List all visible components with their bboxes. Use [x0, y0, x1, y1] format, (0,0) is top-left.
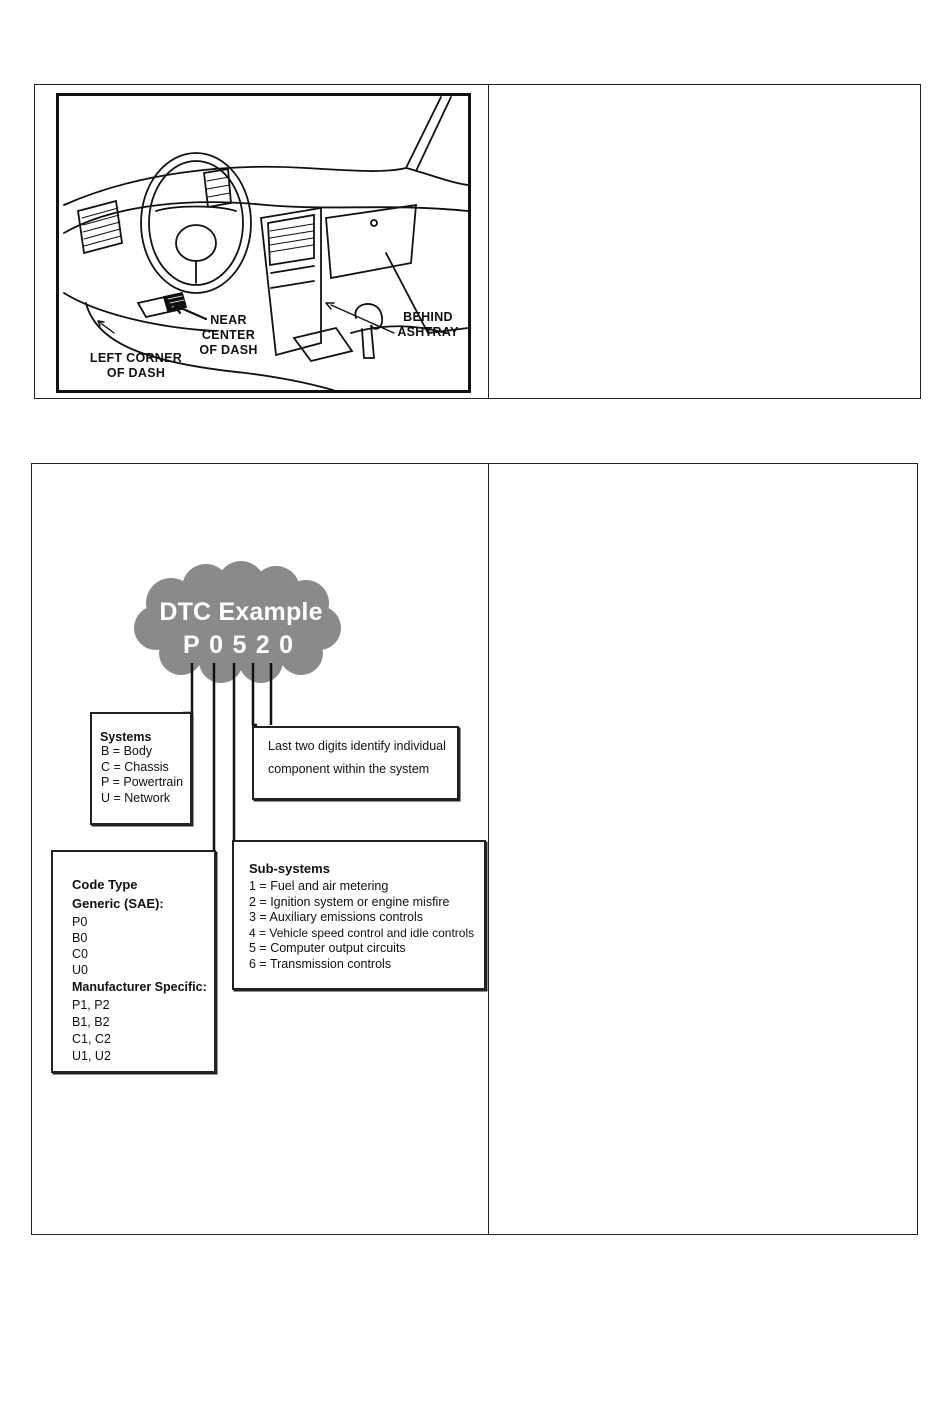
- dtc-digit-component-1: 2: [255, 631, 270, 659]
- label-behind-ashtray: [388, 310, 468, 340]
- table-divider: [488, 464, 489, 1234]
- code-type-title: Code Type: [72, 877, 138, 892]
- label-line: NEAR: [210, 313, 247, 327]
- dtc-example-diagram: [31, 463, 487, 1235]
- systems-box: [90, 712, 192, 825]
- systems-item: B = Body: [101, 744, 153, 758]
- label-line: ASHTRAY: [397, 325, 459, 339]
- generic-heading: Generic (SAE):: [72, 896, 164, 911]
- manufacturer-item: P1, P2: [72, 998, 110, 1012]
- subsystems-item: 2 = Ignition system or engine misfire: [249, 894, 450, 909]
- manufacturer-heading: Manufacturer Specific:: [72, 980, 207, 994]
- label-near-center-of-dash: [186, 313, 271, 358]
- last-digits-text: Last two digits identify individual: [268, 739, 446, 753]
- subsystems-box: [232, 840, 486, 990]
- systems-item: P = Powertrain: [101, 775, 184, 789]
- dtc-digit-subsystem: 5: [232, 631, 247, 659]
- manufacturer-item: C1, C2: [72, 1032, 111, 1046]
- subsystems-title: Sub-systems: [249, 861, 330, 876]
- manufacturer-item: B1, B2: [72, 1015, 110, 1029]
- last-digits-text: component within the system: [268, 762, 430, 776]
- dtc-cloud-title: DTC Example: [159, 598, 323, 626]
- last-digits-box: [252, 726, 459, 800]
- generic-item: C0: [72, 947, 88, 961]
- generic-item: U0: [72, 963, 88, 977]
- dtc-digit-system: P: [183, 631, 200, 659]
- subsystems-item: 3 = Auxiliary emissions controls: [249, 910, 424, 924]
- subsystems-item: 1 = Fuel and air metering: [249, 879, 389, 893]
- dtc-code: [183, 631, 293, 660]
- code-type-box: [51, 850, 216, 1073]
- manufacturer-item: U1, U2: [72, 1049, 111, 1063]
- subsystems-item: 5 = Computer output circuits: [249, 941, 406, 955]
- label-line: OF DASH: [199, 343, 258, 357]
- label-line: LEFT CORNER: [89, 351, 183, 365]
- label-line: CENTER: [201, 328, 256, 342]
- label-left-corner-of-dash: [76, 351, 196, 381]
- table-divider: [488, 85, 489, 398]
- subsystems-item: 6 = Transmission controls: [249, 956, 392, 971]
- subsystems-item: 4 = Vehicle speed control and idle controls: [249, 925, 475, 940]
- systems-title: Systems: [100, 730, 152, 744]
- label-line: OF DASH: [106, 366, 166, 380]
- dtc-digit-component-2: 0: [279, 631, 293, 659]
- systems-item: C = Chassis: [101, 759, 169, 774]
- label-line: BEHIND: [403, 310, 453, 324]
- generic-item: P0: [72, 915, 88, 929]
- dtc-digit-code-type: 0: [209, 631, 224, 659]
- systems-item: U = Network: [101, 790, 171, 805]
- dashboard-dlc-illustration: [56, 93, 471, 393]
- generic-item: B0: [72, 931, 88, 945]
